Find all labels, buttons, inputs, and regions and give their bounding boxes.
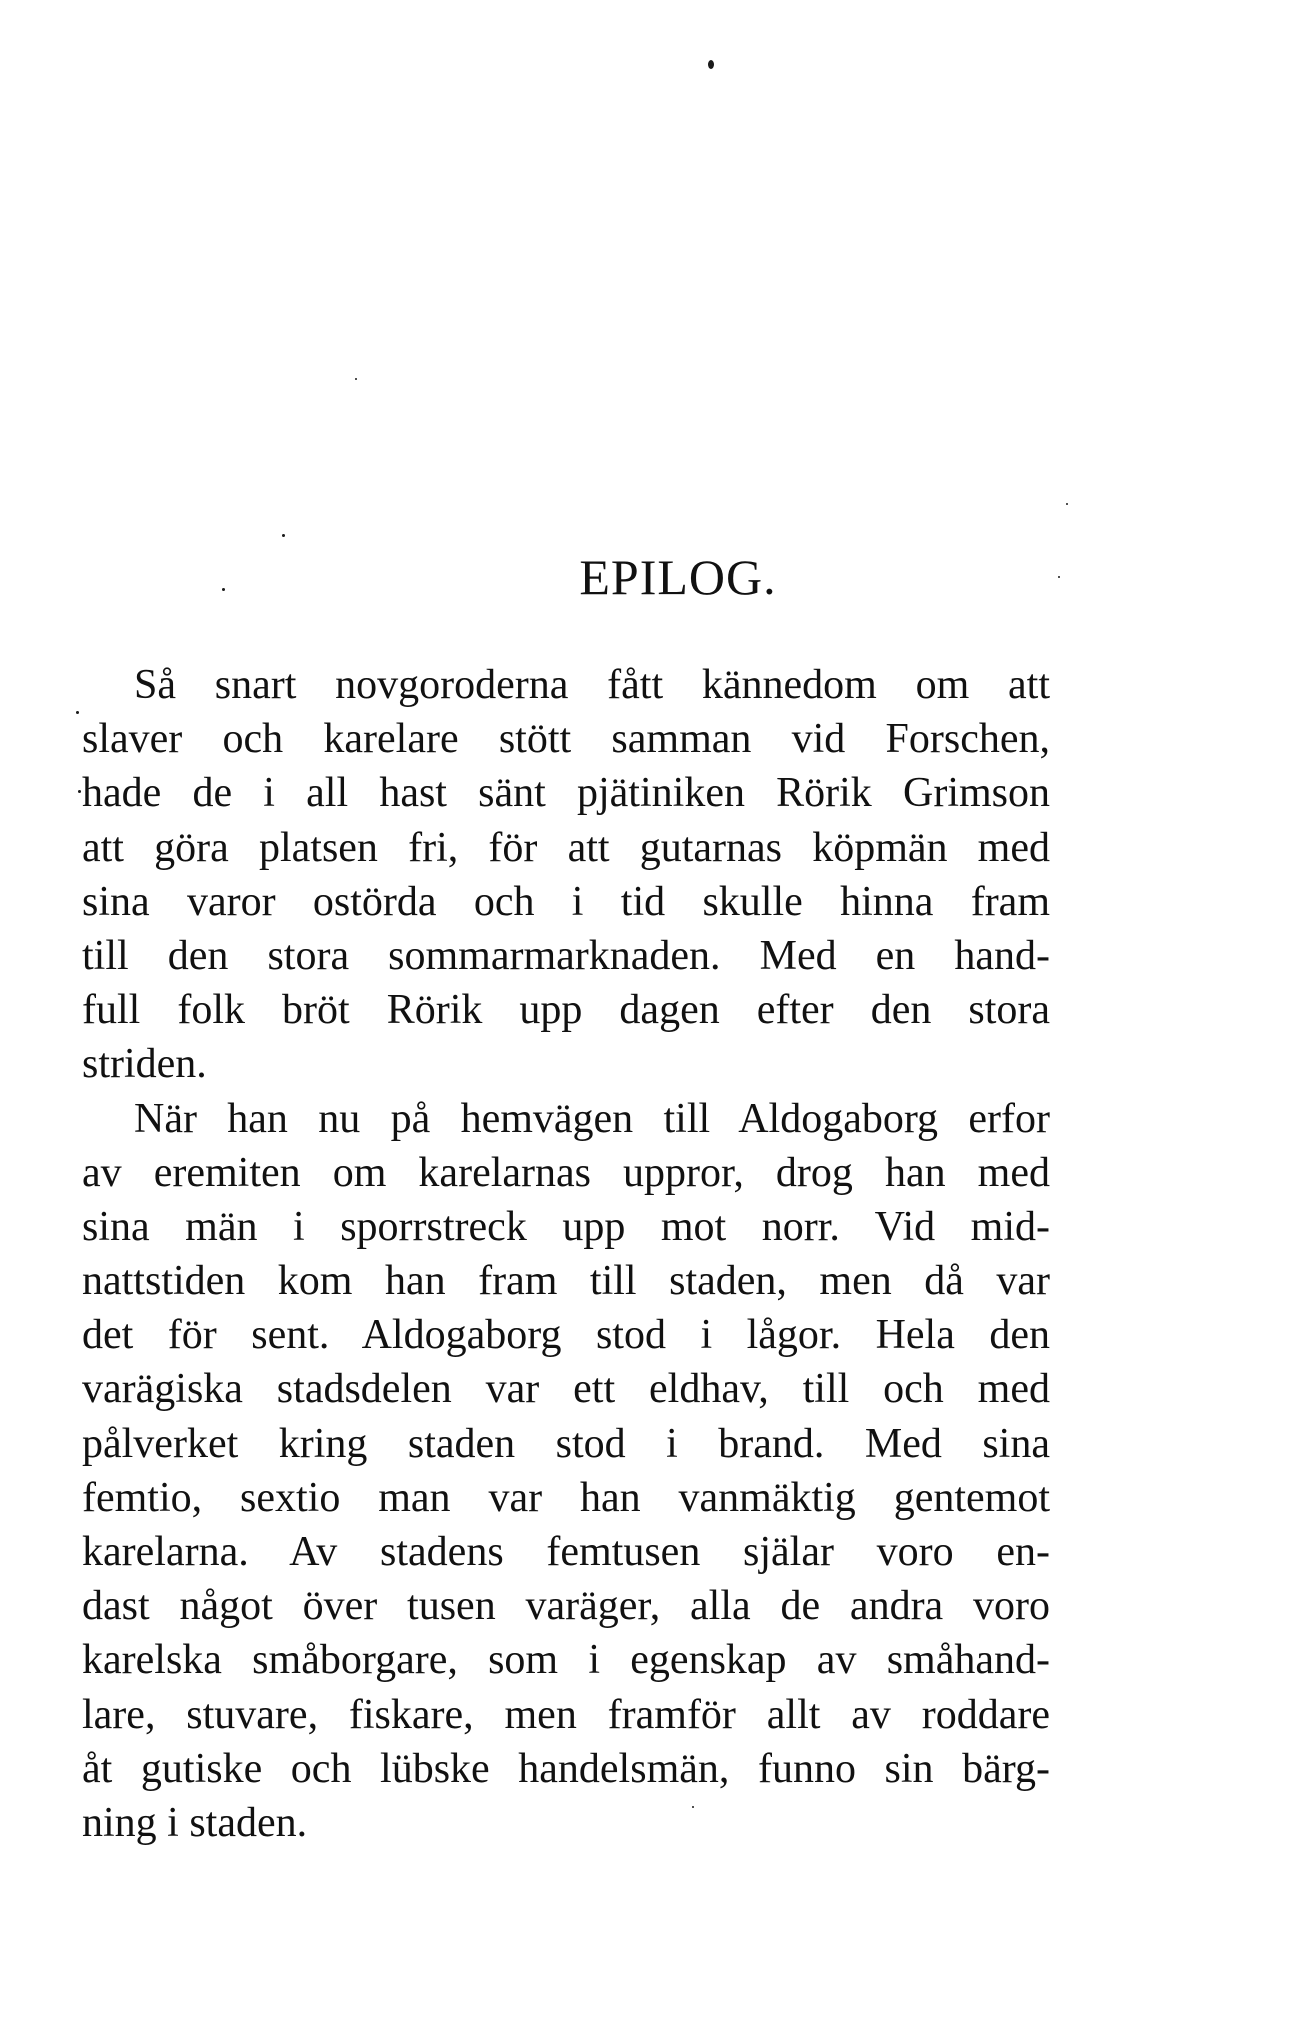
ink-speck xyxy=(1066,503,1068,505)
ink-speck xyxy=(76,711,79,714)
text-line: pålverket kring staden stod i brand. Med sina xyxy=(82,1420,1050,1467)
ink-speck xyxy=(78,790,81,793)
ink-speck xyxy=(282,534,285,537)
text-line: full folk bröt Rörik upp dagen efter den stora xyxy=(82,987,1050,1034)
text-line: ning i staden. xyxy=(82,1799,308,1846)
text-line: lare, stuvare, fiskare, men framför allt av roddare xyxy=(82,1691,1050,1738)
paragraph xyxy=(82,658,1050,1092)
text-line: striden. xyxy=(82,1041,207,1088)
text-line: Så snart novgoroderna fått kännedom om att xyxy=(134,662,1050,708)
text-line: av eremiten om karelarnas uppror, drog han med xyxy=(82,1149,1050,1196)
text-line: till den stora sommarmarknaden. Med en hand- xyxy=(82,932,1050,979)
text-line: det för sent. Aldogaborg stod i lågor. Hela den xyxy=(82,1312,1050,1359)
text-line: När han nu på hemvägen till Aldogaborg erfor xyxy=(134,1095,1050,1142)
text-line: slaver och karelare stött samman vid Forschen, xyxy=(82,716,1050,763)
paragraph xyxy=(82,1092,1050,1851)
text-line: åt gutiske och lübske handelsmän, funno sin bärg- xyxy=(82,1745,1050,1792)
ink-speck xyxy=(355,378,357,380)
text-line: sina män i sporrstreck upp mot norr. Vid mid- xyxy=(82,1203,1050,1250)
ink-speck xyxy=(708,60,714,69)
text-line: varägiska stadsdelen var ett eldhav, till och med xyxy=(82,1366,1050,1413)
body-text xyxy=(82,658,1050,1850)
text-line: femtio, sextio man var han vanmäktig gentemot xyxy=(82,1474,1050,1521)
text-line: karelarna. Av stadens femtusen själar voro en- xyxy=(82,1529,1050,1575)
text-line: dast något över tusen varäger, alla de andra voro xyxy=(82,1583,1050,1630)
text-line: karelska småborgare, som i egenskap av småhand- xyxy=(82,1637,1050,1684)
text-line: nattstiden kom han fram till staden, men då var xyxy=(82,1258,1050,1305)
chapter-heading: EPILOG. xyxy=(579,549,777,605)
text-line: sina varor ostörda och i tid skulle hinna fram xyxy=(82,878,1050,925)
text-line: hade de i all hast sänt pjätiniken Rörik Grimson xyxy=(82,770,1050,817)
text-line: att göra platsen fri, för att gutarnas köpmän med xyxy=(82,824,1050,871)
